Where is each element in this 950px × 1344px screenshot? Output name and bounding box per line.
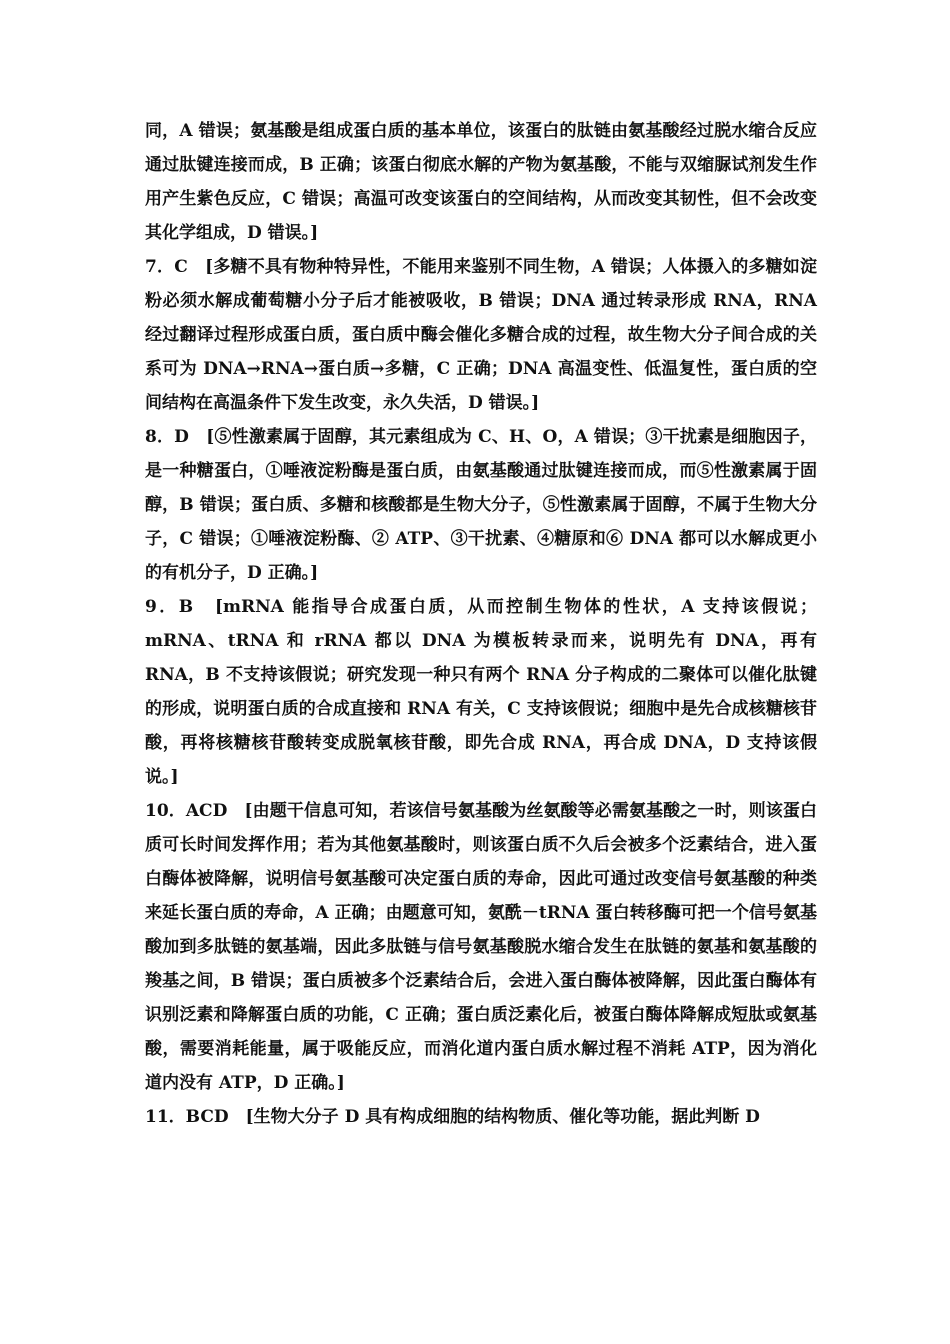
answer-9: 9．B [mRNA 能指导合成蛋白质，从而控制生物体的性状，A 支持该假说；mRNA、tRNA 和 rRNA 都以 DNA 为模板转录而来，说明先有 DNA，再有 RNA，B 不支持该假说；研究发现一种只有两个 RNA 分子构成的二聚体可以催化肽键的形成，说明蛋白质的合成直接和 RNA 有关，C 支持该假说；细胞中是先合成核糖核苷酸，再将核糖核苷酸转变成脱氧核苷酸，即先合成 RNA，再合成 DNA，D 支持该假说。]: [145, 597, 817, 787]
answer-document: [145, 114, 817, 1134]
answer-8: 8．D [⑤性激素属于固醇，其元素组成为 C、H、O，A 错误；③干扰素是细胞因子，是一种糖蛋白，①唾液淀粉酶是蛋白质，由氨基酸通过肽键连接而成，而⑤性激素属于固醇，B 错误；蛋白质、多糖和核酸都是生物大分子，⑤性激素属于固醇，不属于生物大分子，C 错误；①唾液淀粉酶、② ATP、③干扰素、④糖原和⑥ DNA 都可以水解成更小的有机分子，D 正确。]: [145, 427, 817, 583]
answer-10: 10．ACD [由题干信息可知，若该信号氨基酸为丝氨酸等必需氨基酸之一时，则该蛋白质可长时间发挥作用；若为其他氨基酸时，则该蛋白质不久后会被多个泛素结合，进入蛋白酶体被降解，说明信号氨基酸可决定蛋白质的寿命，因此可通过改变信号氨基酸的种类来延长蛋白质的寿命，A 正确；由题意可知，氨酰－tRNA 蛋白转移酶可把一个信号氨基酸加到多肽链的氨基端，因此多肽链与信号氨基酸脱水缩合发生在肽链的氨基和氨基酸的羧基之间，B 错误；蛋白质被多个泛素结合后，会进入蛋白酶体被降解，因此蛋白酶体有识别泛素和降解蛋白质的功能，C 正确；蛋白质泛素化后，被蛋白酶体降解成短肽或氨基酸，需要消耗能量，属于吸能反应，而消化道内蛋白质水解过程不消耗 ATP，因为消化道内没有 ATP，D 正确。]: [145, 801, 817, 1093]
answer-11: 11．BCD [生物大分子 D 具有构成细胞的结构物质、催化等功能，据此判断 D: [145, 1107, 760, 1127]
paragraph-continuation: 同，A 错误；氨基酸是组成蛋白质的基本单位，该蛋白的肽链由氨基酸经过脱水缩合反应通过肽键连接而成，B 正确；该蛋白彻底水解的产物为氨基酸，不能与双缩脲试剂发生作用产生紫色反应，C 错误；高温可改变该蛋白的空间结构，从而改变其韧性，但不会改变其化学组成，D 错误。]: [145, 121, 817, 243]
answer-7: 7．C [多糖不具有物种特异性，不能用来鉴别不同生物，A 错误；人体摄入的多糖如淀粉必须水解成葡萄糖小分子后才能被吸收，B 错误；DNA 通过转录形成 RNA，RNA 经过翻译过程形成蛋白质，蛋白质中酶会催化多糖合成的过程，故生物大分子间合成的关系可为 DNA→RNA→蛋白质→多糖，C 正确；DNA 高温变性、低温复性，蛋白质的空间结构在高温条件下发生改变，永久失活，D 错误。]: [145, 257, 817, 413]
